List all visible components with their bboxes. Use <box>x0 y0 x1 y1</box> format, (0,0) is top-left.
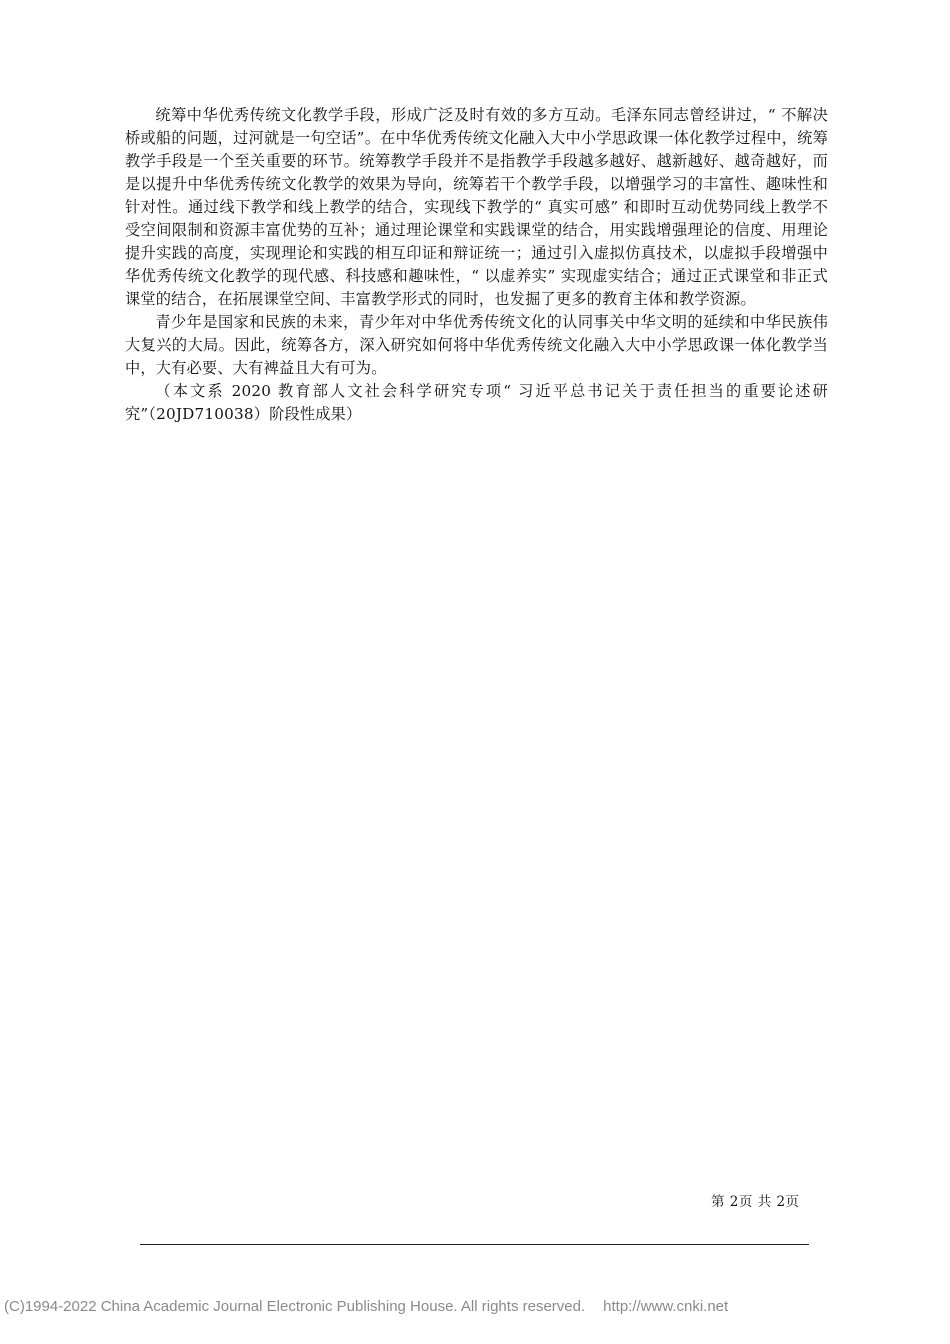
article-paragraph-conclusion: 青少年是国家和民族的未来，青少年对中华优秀传统文化的认同事关中华文明的延续和中华民族伟大复兴的大局。因此，统筹各方，深入研究如何将中华优秀传统文化融入大中小学思政课一体化教学当中，大有必要、大有裨益且大有可为。 <box>125 313 828 377</box>
article-paragraph-teaching-means: 统筹中华优秀传统文化教学手段，形成广泛及时有效的多方互动。毛泽东同志曾经讲过，“ 不解决桥或船的问题，过河就是一句空话”。在中华优秀传统文化融入大中小学思政课一体化教学过程中，统筹教学手段是一个至关重要的环节。统筹教学手段并不是指教学手段越多越好、越新越好、越奇越好，而是以提升中华优秀传统文化教学的效果为导向，统筹若干个教学手段，以增强学习的丰富性、趣味性和针对性。通过线下教学和线上教学的结合，实现线下教学的“ 真实可感” 和即时互动优势同线上教学不受空间限制和资源丰富优势的互补；通过理论课堂和实践课堂的结合，用实践增强理论的信度、用理论提升实践的高度，实现理论和实践的相互印证和辩证统一；通过引入虚拟仿真技术，以虚拟手段增强中华优秀传统文化教学的现代感、科技感和趣味性，“ 以虚养实” 实现虚实结合；通过正式课堂和非正式课堂的结合，在拓展课堂空间、丰富教学形式的同时，也发掘了更多的教育主体和教学资源。 <box>125 106 828 308</box>
copyright-text: (C)1994-2022 China Academic Journal Electronic Publishing House. All rights reserved. <box>4 1298 586 1315</box>
article-paragraph-funding-note: （本文系 2020 教育部人文社会科学研究专项“ 习近平总书记关于责任担当的重要论述研究”（20JD710038）阶段性成果） <box>125 382 828 423</box>
copyright-notice <box>4 1297 944 1317</box>
publisher-url: http://www.cnki.net <box>603 1298 729 1315</box>
article-body <box>125 104 828 426</box>
page-number: 第 2页 共 2页 <box>711 1194 800 1210</box>
footer-divider <box>140 1244 809 1245</box>
